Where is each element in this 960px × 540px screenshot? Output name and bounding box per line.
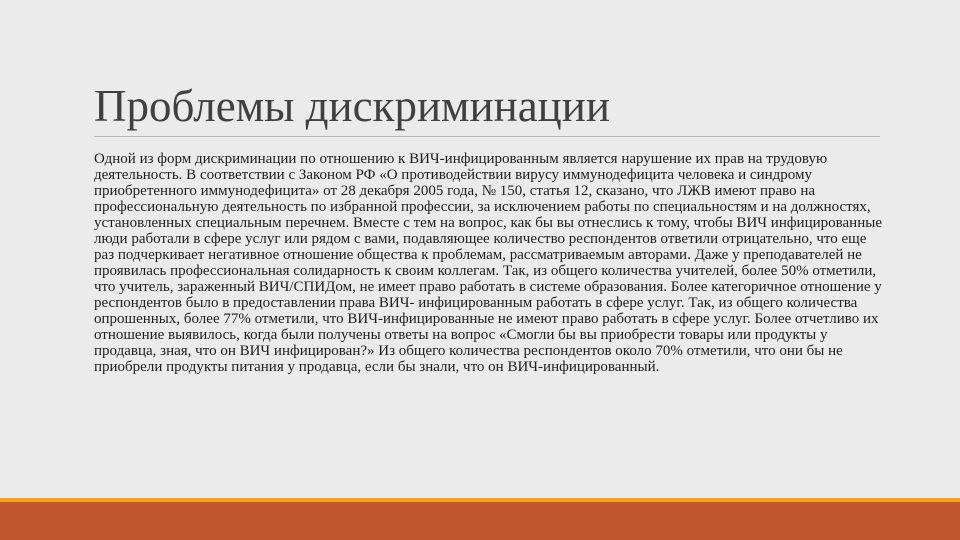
slide-title: Проблемы дискриминации bbox=[94, 81, 610, 131]
title-divider bbox=[94, 136, 880, 137]
slide-body-text: Одной из форм дискриминации по отношению к ВИЧ-инфицированным является нарушение их прав на трудовую деятельность. В соответствии с Законом РФ «О противодействии вирусу иммунодефицита человека и синдрому приобретенного иммунодефицита» от 28 декабря 2005 года, № 150, статья 12, сказано, что ЛЖВ имеют право на профессиональную деятельность по избранной профессии, за исключением работы по специальностям и на должностях, установленных специальным перечнем. Вместе с тем на вопрос, как бы вы отнеслись к тому, чтобы ВИЧ инфицированные люди работали в сфере услуг или рядом с вами, подавляющее количество респондентов ответили отрицательно, что еще раз подчеркивает негативное отношение общества к проблемам, рассматриваемым авторами. Даже у преподавателей не проявилась профессиональная солидарность к своим коллегам. Так, из общего количества учителей, более 50% отметили, что учитель, зараженный ВИЧ/СПИДом, не имеет право работать в системе образования. Более категоричное отношение у респондентов было в предоставлении права ВИЧ- инфицированным работать в сфере услуг. Так, из общего количества опрошенных, более 77% отметили, что ВИЧ-инфицированные не имеют право работать в сфере услуг. Более отчетливо их отношение выявилось, когда были получены ответы на вопрос «Смогли бы вы приобрести товары или продукты у продавца, зная, что он ВИЧ инфицирован?» Из общего количества респондентов около 70% отметили, что они бы не приобрели продукты питания у продавца, если бы знали, что он ВИЧ-инфицированный. bbox=[94, 151, 882, 375]
footer-accent-bar bbox=[0, 502, 960, 540]
